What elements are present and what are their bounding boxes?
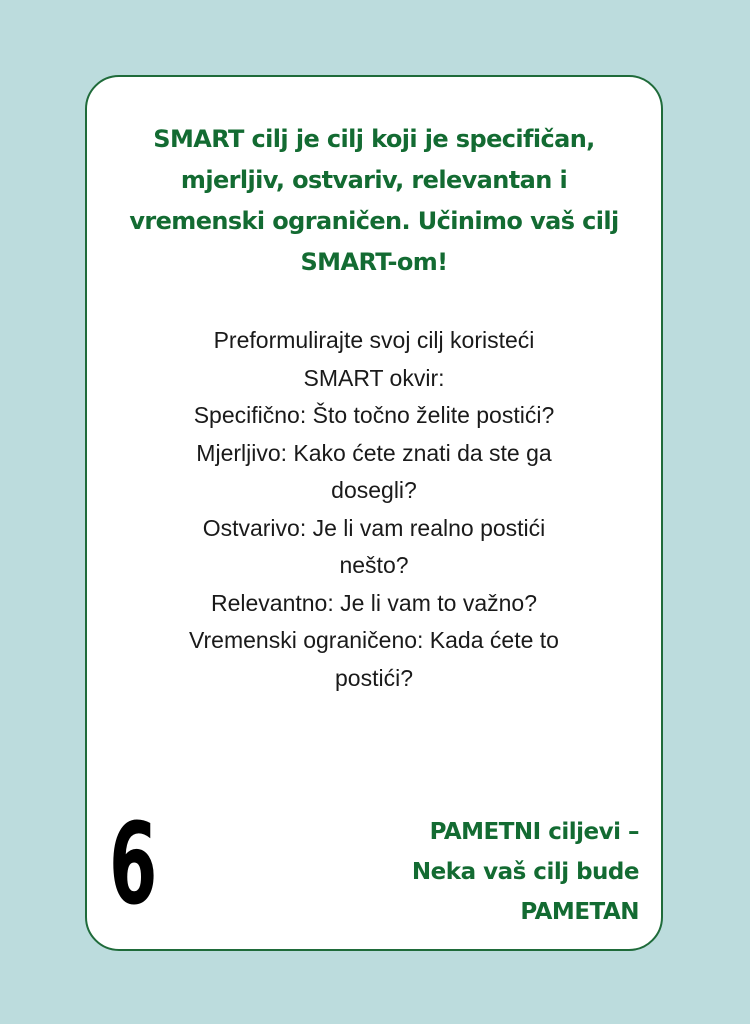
card-title-line: PAMETNI ciljevi – <box>429 819 639 845</box>
body-line: SMART okvir: <box>303 364 445 391</box>
card-number: 6 <box>109 800 158 930</box>
body-line: Mjerljivo: Kako ćete znati da ste ga <box>196 439 552 466</box>
card-body <box>127 322 621 697</box>
body-line: Preformulirajte svoj cilj koristeći <box>213 327 535 353</box>
info-card <box>85 75 663 951</box>
card-headline: SMART cilj je cilj koji je specifičan, mjerljiv, ostvariv, relevantan i vremenski ograničen. Učinimo vaš cilj SMART-om! <box>129 125 619 276</box>
card-title-line: Neka vaš cilj bude <box>411 859 639 885</box>
body-line: Vremenski ograničeno: Kada ćete to <box>189 627 559 653</box>
body-line: Ostvarivo: Je li vam realno postići <box>202 514 546 541</box>
body-line: Relevantno: Je li vam to važno? <box>210 589 537 616</box>
card-title <box>339 812 639 932</box>
card-title-line: PAMETAN <box>520 899 639 925</box>
body-line: Specifično: Što točno želite postići? <box>193 402 555 428</box>
body-line: nešto? <box>339 552 409 578</box>
body-line: dosegli? <box>331 477 417 503</box>
body-line: postići? <box>335 664 413 691</box>
